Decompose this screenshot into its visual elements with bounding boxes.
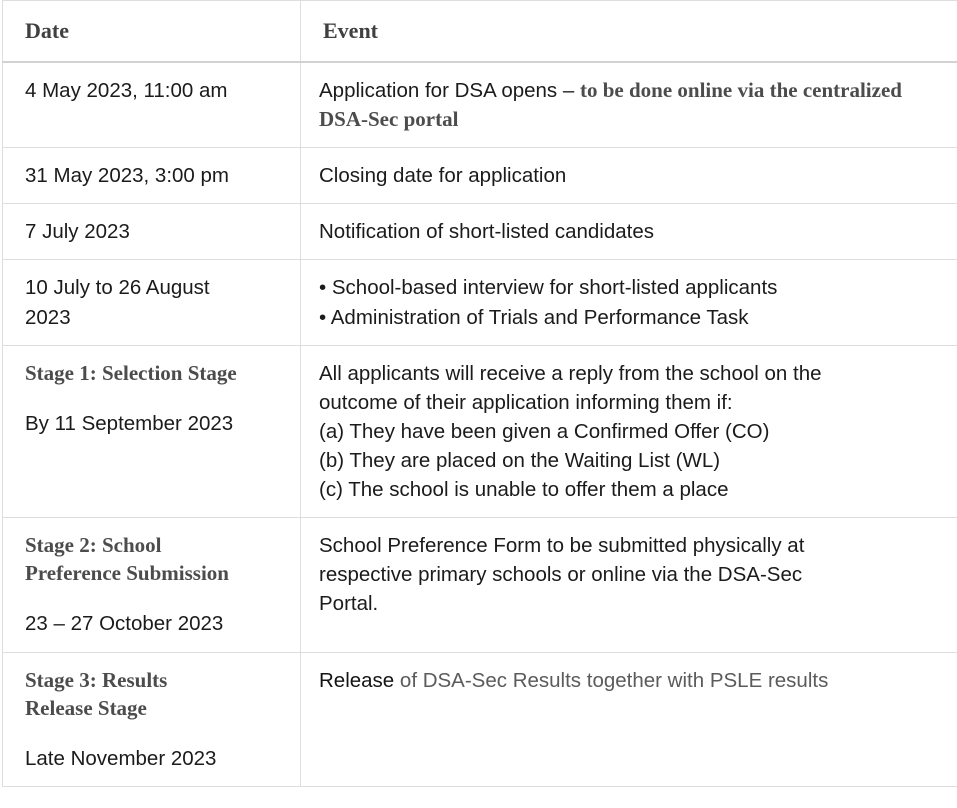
date-text-line-2: 2023 — [25, 305, 71, 329]
event-text-line-3: (a) They have been given a Confirmed Offer (CO) — [319, 419, 770, 443]
table-row — [3, 62, 957, 148]
stage-heading-line-1: Stage 2: School — [25, 533, 162, 558]
cell-event — [301, 204, 957, 260]
dsa-timeline-table — [2, 0, 957, 787]
table-row — [3, 204, 957, 260]
table-header — [3, 1, 957, 63]
event-text-line-4: (b) They are placed on the Waiting List (WL) — [319, 448, 721, 472]
stage-heading: Stage 1: Selection Stage — [25, 360, 237, 385]
date-text-line-1: 10 July to 26 August — [25, 276, 210, 300]
date-text: Late November 2023 — [25, 746, 217, 770]
vertical-spacer — [25, 587, 290, 609]
event-text-emphasis: to be done online via the centralized DSA-Sec portal — [319, 78, 902, 132]
table-row — [3, 518, 957, 652]
event-text-line-2: respective primary schools or online via the DSA-Sec — [319, 563, 803, 587]
cell-event — [301, 518, 957, 652]
cell-date — [3, 345, 301, 518]
cell-date — [3, 62, 301, 148]
cell-event — [301, 148, 957, 204]
header-row — [3, 1, 957, 63]
event-text-trail: of DSA-Sec Results together with PSLE results — [394, 668, 829, 692]
event-text-lead: Release — [319, 668, 395, 692]
table-row — [3, 148, 957, 204]
cell-date — [3, 204, 301, 260]
date-text: 7 July 2023 — [25, 220, 130, 244]
event-bullet-item: • School-based interview for short-listed applicants — [319, 276, 778, 300]
column-header-event: Event — [301, 1, 957, 63]
table-row — [3, 652, 957, 786]
cell-date — [3, 518, 301, 652]
cell-event — [301, 62, 957, 148]
event-text-plain: Application for DSA opens – — [319, 79, 580, 102]
cell-date — [3, 148, 301, 204]
vertical-spacer — [25, 387, 290, 409]
table-row — [3, 345, 957, 518]
event-text-plain: Closing date for application — [319, 164, 567, 188]
stage-heading-line-1: Stage 3: Results — [25, 667, 168, 692]
event-text-plain: Notification of short-listed candidates — [319, 220, 655, 244]
stage-heading-line-2: Release Stage — [25, 695, 147, 720]
date-text: 4 May 2023, 11:00 am — [25, 79, 228, 102]
event-text-line-5: (c) The school is unable to offer them a place — [319, 478, 729, 502]
table-row — [3, 260, 957, 345]
event-text-line-3: Portal. — [319, 592, 379, 616]
date-text: 23 – 27 October 2023 — [25, 612, 224, 636]
event-text-line-1: School Preference Form to be submitted physically at — [319, 534, 805, 558]
cell-event — [301, 652, 957, 786]
date-text: 31 May 2023, 3:00 pm — [25, 164, 229, 188]
cell-event — [301, 260, 957, 345]
event-bullet-item: • Administration of Trials and Performance Task — [319, 305, 749, 329]
column-header-date: Date — [3, 1, 301, 63]
cell-event — [301, 345, 957, 518]
vertical-spacer — [25, 722, 290, 744]
stage-heading-line-2: Preference Submission — [25, 561, 229, 586]
cell-date — [3, 652, 301, 786]
event-text-line-1: All applicants will receive a reply from the school on the — [319, 361, 822, 385]
event-text-line-2: outcome of their application informing them if: — [319, 390, 733, 414]
table-body — [3, 62, 957, 786]
cell-date — [3, 260, 301, 345]
date-text: By 11 September 2023 — [25, 411, 234, 435]
